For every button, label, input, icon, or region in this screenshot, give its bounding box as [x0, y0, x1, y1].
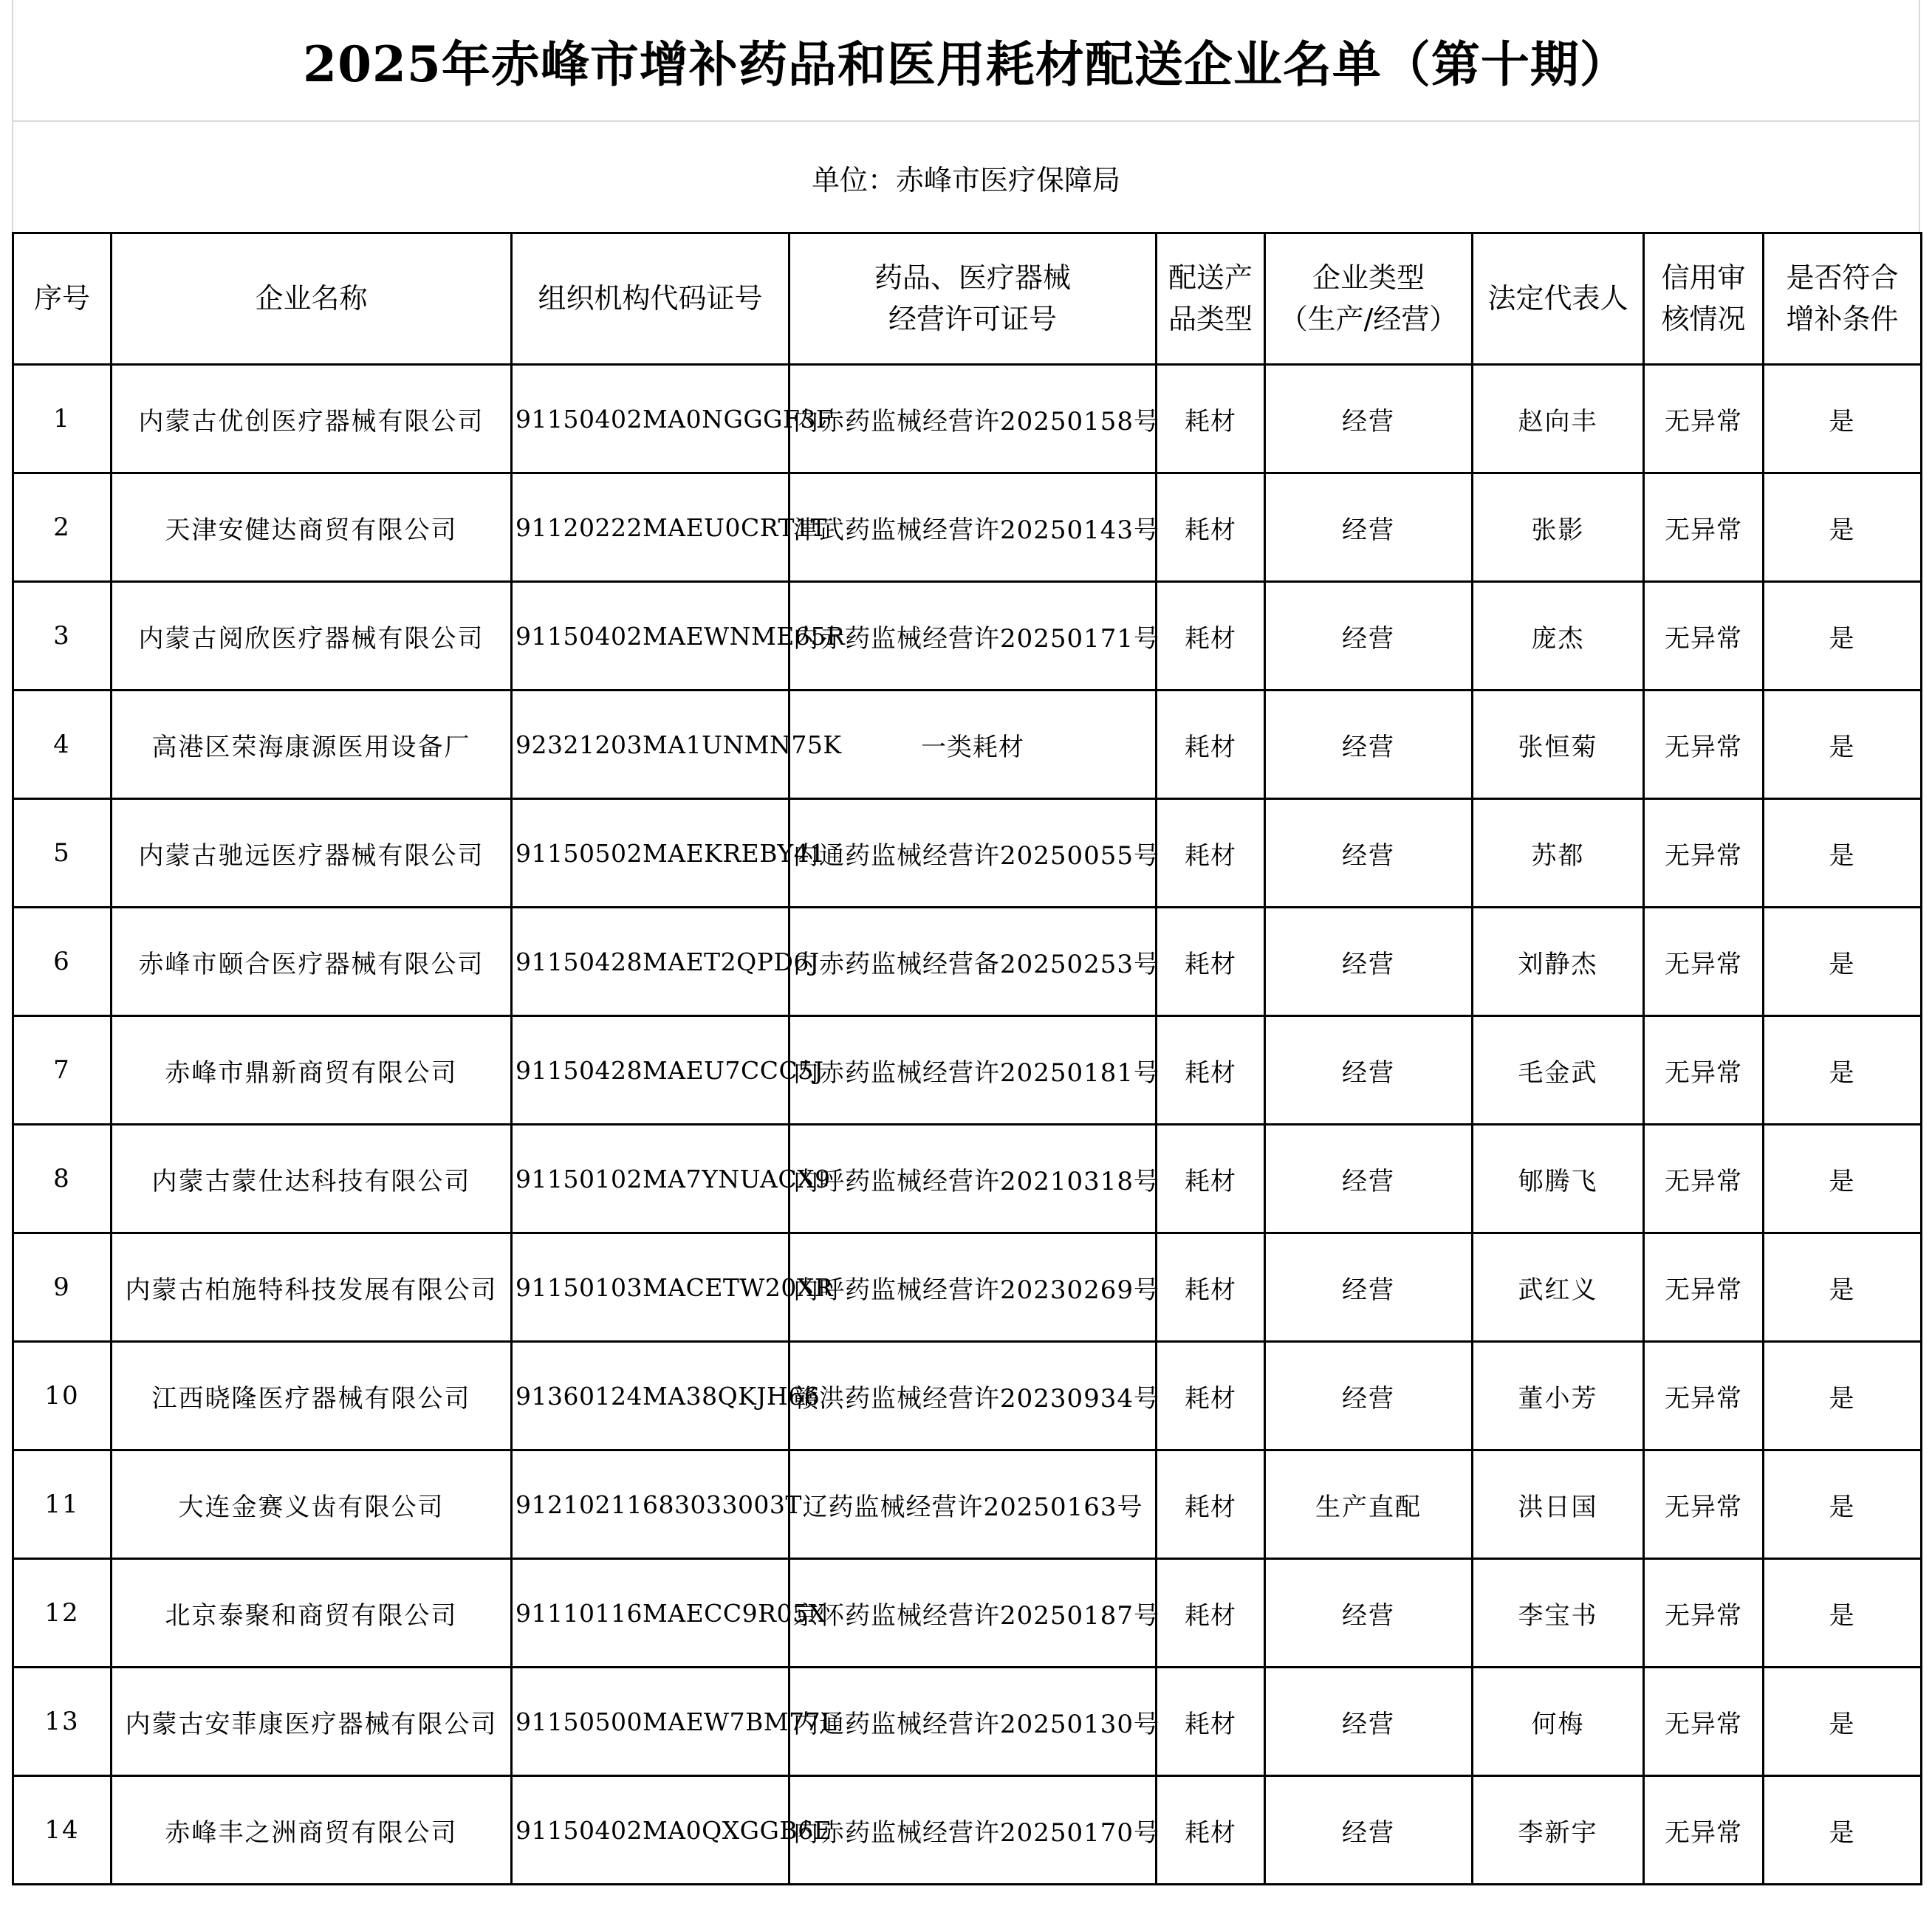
cell-seq: 11 — [13, 1450, 112, 1559]
cell-rep: 何梅 — [1473, 1668, 1644, 1776]
cell-credit: 无异常 — [1644, 1776, 1764, 1885]
table-row — [13, 1450, 1922, 1559]
cell-type: 经营 — [1265, 365, 1473, 473]
cell-credit: 无异常 — [1644, 908, 1764, 1016]
unit-section — [12, 122, 1920, 233]
cell-code: 91120222MAEU0CRT1T — [512, 473, 789, 582]
cell-name: 赤峰丰之洲商贸有限公司 — [112, 1776, 512, 1885]
cell-eligible: 是 — [1764, 1559, 1922, 1668]
cell-seq: 10 — [13, 1342, 112, 1450]
cell-credit: 无异常 — [1644, 1342, 1764, 1450]
cell-type: 经营 — [1265, 1233, 1473, 1342]
table-row — [13, 1342, 1922, 1450]
cell-eligible: 是 — [1764, 691, 1922, 799]
cell-product: 耗材 — [1157, 908, 1265, 1016]
cell-rep: 郇腾飞 — [1473, 1125, 1644, 1233]
cell-eligible: 是 — [1764, 365, 1922, 473]
cell-product: 耗材 — [1157, 365, 1265, 473]
cell-product: 耗材 — [1157, 1450, 1265, 1559]
table-row — [13, 365, 1922, 473]
cell-rep: 武红义 — [1473, 1233, 1644, 1342]
cell-license: 一类耗材 — [789, 691, 1157, 799]
cell-type: 经营 — [1265, 908, 1473, 1016]
cell-eligible: 是 — [1764, 1233, 1922, 1342]
cell-name: 赤峰市颐合医疗器械有限公司 — [112, 908, 512, 1016]
cell-rep: 张恒菊 — [1473, 691, 1644, 799]
cell-name: 江西晓隆医疗器械有限公司 — [112, 1342, 512, 1450]
cell-product: 耗材 — [1157, 1016, 1265, 1125]
cell-code: 91150502MAEKREBY41 — [512, 799, 789, 908]
cell-product: 耗材 — [1157, 1342, 1265, 1450]
cell-seq: 8 — [13, 1125, 112, 1233]
cell-rep: 张影 — [1473, 473, 1644, 582]
cell-name: 赤峰市鼎新商贸有限公司 — [112, 1016, 512, 1125]
cell-license: 内通药监械经营许20250055号 — [789, 799, 1157, 908]
header-eligible: 是否符合 增补条件 — [1764, 233, 1922, 365]
cell-eligible: 是 — [1764, 1450, 1922, 1559]
cell-product: 耗材 — [1157, 1559, 1265, 1668]
cell-product: 耗材 — [1157, 691, 1265, 799]
cell-product: 耗材 — [1157, 1776, 1265, 1885]
cell-name: 内蒙古蒙仕达科技有限公司 — [112, 1125, 512, 1233]
cell-credit: 无异常 — [1644, 691, 1764, 799]
cell-rep: 赵向丰 — [1473, 365, 1644, 473]
cell-type: 经营 — [1265, 691, 1473, 799]
cell-license: 内赤药监械经营备20250253号 — [789, 908, 1157, 1016]
cell-license: 津武药监械经营许20250143号 — [789, 473, 1157, 582]
cell-name: 内蒙古优创医疗器械有限公司 — [112, 365, 512, 473]
cell-seq: 6 — [13, 908, 112, 1016]
cell-eligible: 是 — [1764, 1776, 1922, 1885]
cell-name: 大连金赛义齿有限公司 — [112, 1450, 512, 1559]
cell-name: 内蒙古安菲康医疗器械有限公司 — [112, 1668, 512, 1776]
table-row — [13, 582, 1922, 691]
cell-seq: 9 — [13, 1233, 112, 1342]
cell-product: 耗材 — [1157, 799, 1265, 908]
cell-code: 91150402MA0NGGGF3F — [512, 365, 789, 473]
cell-license: 内通药监械经营许20250130号 — [789, 1668, 1157, 1776]
cell-credit: 无异常 — [1644, 1233, 1764, 1342]
header-code: 组织机构代码证号 — [512, 233, 789, 365]
header-license: 药品、医疗器械 经营许可证号 — [789, 233, 1157, 365]
cell-seq: 2 — [13, 473, 112, 582]
cell-license: 辽药监械经营许20250163号 — [789, 1450, 1157, 1559]
cell-code: 91150103MACETW20XR — [512, 1233, 789, 1342]
cell-code: 91360124MA38QKJH66 — [512, 1342, 789, 1450]
cell-seq: 3 — [13, 582, 112, 691]
cell-name: 内蒙古驰远医疗器械有限公司 — [112, 799, 512, 908]
cell-product: 耗材 — [1157, 473, 1265, 582]
cell-license: 内赤药监械经营许20250170号 — [789, 1776, 1157, 1885]
cell-eligible: 是 — [1764, 1016, 1922, 1125]
cell-type: 经营 — [1265, 1016, 1473, 1125]
cell-license: 内呼药监械经营许20210318号 — [789, 1125, 1157, 1233]
cell-name: 内蒙古阅欣医疗器械有限公司 — [112, 582, 512, 691]
table-row — [13, 908, 1922, 1016]
table-row — [13, 1668, 1922, 1776]
cell-product: 耗材 — [1157, 1668, 1265, 1776]
cell-license: 赣洪药监械经营许20230934号 — [789, 1342, 1157, 1450]
issuing-unit: 单位：赤峰市医疗保障局 — [811, 163, 1120, 196]
header-rep: 法定代表人 — [1473, 233, 1644, 365]
cell-credit: 无异常 — [1644, 1559, 1764, 1668]
cell-credit: 无异常 — [1644, 1668, 1764, 1776]
cell-seq: 4 — [13, 691, 112, 799]
cell-rep: 李新宇 — [1473, 1776, 1644, 1885]
cell-credit: 无异常 — [1644, 473, 1764, 582]
cell-credit: 无异常 — [1644, 799, 1764, 908]
cell-credit: 无异常 — [1644, 582, 1764, 691]
cell-name: 高港区荣海康源医用设备厂 — [112, 691, 512, 799]
cell-rep: 洪日国 — [1473, 1450, 1644, 1559]
page-title: 2025年赤峰市增补药品和医用耗材配送企业名单（第十期） — [303, 35, 1629, 93]
table-row — [13, 1559, 1922, 1668]
cell-type: 经营 — [1265, 582, 1473, 691]
cell-credit: 无异常 — [1644, 1016, 1764, 1125]
cell-code: 91150402MA0QXGGB6E — [512, 1776, 789, 1885]
cell-rep: 李宝书 — [1473, 1559, 1644, 1668]
cell-credit: 无异常 — [1644, 365, 1764, 473]
table-row — [13, 691, 1922, 799]
cell-product: 耗材 — [1157, 1125, 1265, 1233]
cell-eligible: 是 — [1764, 799, 1922, 908]
cell-product: 耗材 — [1157, 582, 1265, 691]
table-body — [13, 365, 1922, 1885]
header-seq: 序号 — [13, 233, 112, 365]
cell-license: 内赤药监械经营许20250181号 — [789, 1016, 1157, 1125]
cell-name: 北京泰聚和商贸有限公司 — [112, 1559, 512, 1668]
header-product: 配送产 品类型 — [1157, 233, 1265, 365]
enterprise-table — [12, 232, 1922, 1885]
cell-type: 经营 — [1265, 473, 1473, 582]
cell-name: 天津安健达商贸有限公司 — [112, 473, 512, 582]
cell-license: 内赤药监械经营许20250171号 — [789, 582, 1157, 691]
cell-license: 京怀药监械经营许20250187号 — [789, 1559, 1157, 1668]
header-credit: 信用审 核情况 — [1644, 233, 1764, 365]
cell-license: 内呼药监械经营许20230269号 — [789, 1233, 1157, 1342]
cell-seq: 7 — [13, 1016, 112, 1125]
cell-seq: 5 — [13, 799, 112, 908]
cell-code: 91150402MAEWNME65R — [512, 582, 789, 691]
cell-name: 内蒙古柏施特科技发展有限公司 — [112, 1233, 512, 1342]
cell-eligible: 是 — [1764, 1342, 1922, 1450]
cell-credit: 无异常 — [1644, 1450, 1764, 1559]
cell-eligible: 是 — [1764, 908, 1922, 1016]
cell-type: 经营 — [1265, 799, 1473, 908]
cell-type: 经营 — [1265, 1559, 1473, 1668]
table-header-row — [13, 233, 1922, 365]
cell-code: 91150500MAEW7BM77L — [512, 1668, 789, 1776]
cell-type: 经营 — [1265, 1125, 1473, 1233]
cell-type: 经营 — [1265, 1776, 1473, 1885]
table-row — [13, 1016, 1922, 1125]
cell-code: 92321203MA1UNMN75K — [512, 691, 789, 799]
cell-product: 耗材 — [1157, 1233, 1265, 1342]
cell-seq: 14 — [13, 1776, 112, 1885]
cell-type: 生产直配 — [1265, 1450, 1473, 1559]
cell-rep: 苏都 — [1473, 799, 1644, 908]
cell-rep: 董小芳 — [1473, 1342, 1644, 1450]
cell-rep: 刘静杰 — [1473, 908, 1644, 1016]
document-sheet — [12, 0, 1920, 1919]
cell-type: 经营 — [1265, 1342, 1473, 1450]
table-row — [13, 1776, 1922, 1885]
header-name: 企业名称 — [112, 233, 512, 365]
header-type: 企业类型 （生产/经营） — [1265, 233, 1473, 365]
cell-seq: 1 — [13, 365, 112, 473]
cell-credit: 无异常 — [1644, 1125, 1764, 1233]
cell-code: 91210211683033003T — [512, 1450, 789, 1559]
title-section — [12, 0, 1920, 122]
table-row — [13, 473, 1922, 582]
cell-code: 91150428MAET2QPD6J — [512, 908, 789, 1016]
table-row — [13, 1233, 1922, 1342]
cell-license: 内赤药监械经营许20250158号 — [789, 365, 1157, 473]
cell-eligible: 是 — [1764, 582, 1922, 691]
cell-eligible: 是 — [1764, 473, 1922, 582]
cell-rep: 庞杰 — [1473, 582, 1644, 691]
table-row — [13, 799, 1922, 908]
cell-eligible: 是 — [1764, 1668, 1922, 1776]
table-row — [13, 1125, 1922, 1233]
cell-type: 经营 — [1265, 1668, 1473, 1776]
cell-code: 91110116MAECC9R05X — [512, 1559, 789, 1668]
cell-code: 91150102MA7YNUACX9 — [512, 1125, 789, 1233]
cell-seq: 13 — [13, 1668, 112, 1776]
cell-rep: 毛金武 — [1473, 1016, 1644, 1125]
cell-eligible: 是 — [1764, 1125, 1922, 1233]
cell-code: 91150428MAEU7CCC5J — [512, 1016, 789, 1125]
cell-seq: 12 — [13, 1559, 112, 1668]
